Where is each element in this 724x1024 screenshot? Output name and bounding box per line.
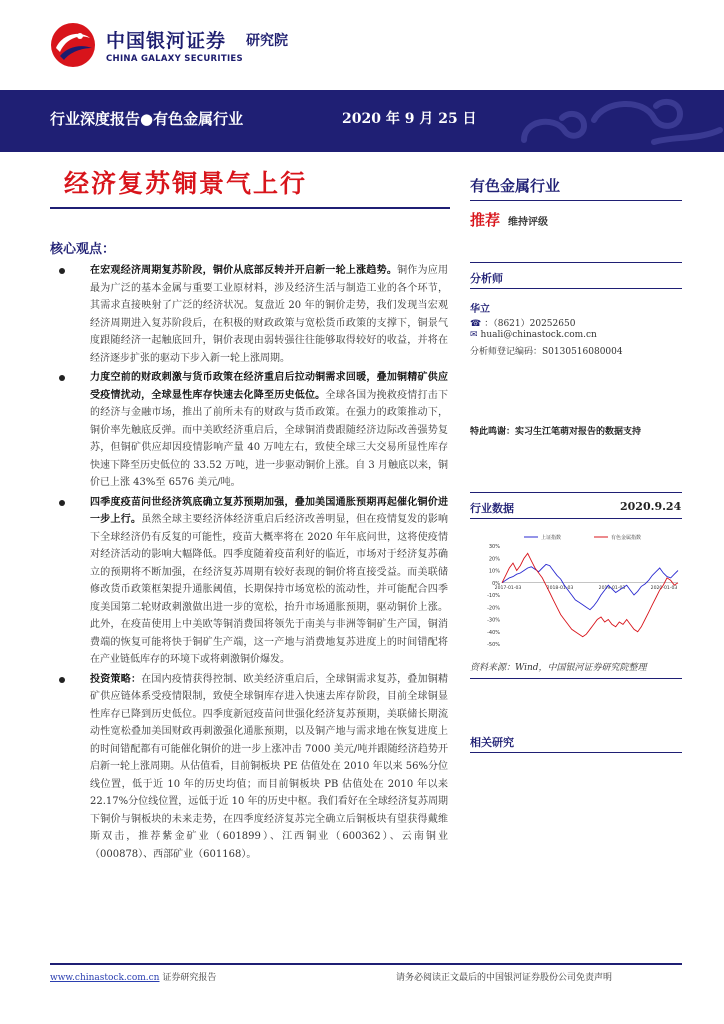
header-banner bbox=[0, 90, 724, 152]
sector-name: 有色金属行业 bbox=[470, 177, 561, 195]
market-divider bbox=[470, 518, 682, 519]
footer-label: 证券研究报告 bbox=[159, 973, 217, 983]
title-divider bbox=[50, 207, 450, 209]
footer-left bbox=[50, 970, 216, 983]
list-item bbox=[50, 494, 448, 669]
x-tick-label: 2020-01-03 bbox=[650, 585, 678, 591]
analyst-phone bbox=[470, 316, 575, 329]
analyst-name: 华立 bbox=[470, 304, 490, 315]
report-type: 行业深度报告●有色金属行业 bbox=[50, 110, 244, 128]
y-tick-label: -50% bbox=[487, 642, 500, 648]
bullet-icon bbox=[59, 375, 65, 381]
y-tick-label: 10% bbox=[488, 568, 500, 575]
legend-label: 上证指数 bbox=[541, 535, 562, 541]
bullet-body: 虽然全球主要经济体经济重启后经济改善明显，但在疫情复发的影响下全球经济仍有反复的可能性，疫苗大概率将在 2020 年年底问世，这将使疫情对经济活动的影响大幅降低。四季度随着疫苗利好的临近，市场对于经济复苏确立的预期将不断加强，在经济复苏周期有较好表现的铜价将直接受益。而美联储修改货币政策框架提升通胀阈值，长期保持市场宽松的流动性，并可能配合四季度美国第二轮财政刺激做出进一步的宽松，抬升市场通胀预期，驱动铜价上涨。此外，在疫苗使用上中美欧等铜消费国将领先于南美与非洲等铜矿生产国，铜消费端的恢复可能将快于铜矿生产端，这一产地与消费地复苏进度上的时间错配将在产业链低库存的环境下或将刺激铜价爆发。 bbox=[90, 514, 449, 665]
x-tick-label: 2019-01-03 bbox=[598, 585, 626, 591]
bullet-body: 铜作为应用最为广泛的基本金属与重要工业原材料，涉及经济生活与制造工业的各个环节，其需求直接映射了广泛的经济状况。复盘近 20 年的铜价走势，我们发现当宏观经济周期进入复苏阶段后，在积极的财政政策与宽松货币政策的支撑下，铜景气度跟随经济一起触底回升，铜价表现由弱转强往往能够取得较好的收益，并将在经济逐步扩张的驱动下步入新一轮上涨周期。 bbox=[90, 265, 449, 364]
rating: 推荐 bbox=[470, 211, 501, 229]
acknowledgement: 特此鸣谢：实习生江笔萌对报告的数据支持 bbox=[470, 427, 642, 437]
analyst-email[interactable] bbox=[470, 330, 597, 340]
rating-note: 维持评级 bbox=[508, 217, 548, 228]
company-logo bbox=[50, 22, 310, 72]
galaxy-logo-icon bbox=[50, 22, 96, 68]
x-tick-label: 2018-01-03 bbox=[546, 585, 574, 591]
bullet-heading: 投资策略： bbox=[90, 673, 142, 685]
report-title: 经济复苏铜景气上行 bbox=[64, 169, 308, 198]
chart-source: 资料来源：Wind，中国银河证券研究院整理 bbox=[470, 663, 647, 673]
logo-company-en: CHINA GALAXY SECURITIES bbox=[106, 54, 243, 64]
phone-icon: ☎ bbox=[470, 319, 482, 329]
y-tick-label: 20% bbox=[488, 556, 500, 563]
index-comparison-chart bbox=[478, 532, 682, 652]
y-tick-label: -20% bbox=[487, 605, 500, 612]
phone-text: ：（8621）20252650 bbox=[484, 319, 576, 329]
bullet-body: 在国内疫情获得控制、欧美经济重启后，全球铜需求复苏，叠加铜精矿供应链体系受疫情限制，致使全球铜库存进入快速去库存阶段，目前全球铜显性库存已降到历史低位。四季度新冠疫苗问世强化经济复苏预期，美联储长期流动性宽松叠加美国财政再刺激强化通胀预期，以及铜产地与需求地在恢复进度上的时间错配都有可能催化铜价的进一步上涨冲击 7000 美元/吨并跟随经济趋势开启新一轮上涨周期。从估值看，目前铜板块 PE 估值处在 2010 年以来 56%分位线位置，低于近 10 年的历史均值；而目前铜板块 PB 估值处在 2010 年以来 22.17%分位线位置，远低于近 10 年的历史中枢。我们看好在全球经济复苏周期下铜价与铜板块的未来走势，在四季度经济复苏完全确立后铜板块有望获得戴维斯双击，推荐紫金矿业（601899）、江西铜业（600362）、云南铜业（000878）、西部矿业（601168）。 bbox=[90, 673, 449, 860]
bullet-heading: 四季度疫苗问世经济筑底确立复苏预期加强，叠加美国通胀预期再起催化铜价进一步上行。 bbox=[90, 496, 448, 525]
logo-department: 研究院 bbox=[246, 33, 288, 49]
market-data-heading: 行业数据 bbox=[470, 502, 514, 515]
cloud-pattern-icon bbox=[484, 90, 724, 152]
source-divider bbox=[470, 678, 682, 679]
bullet-body: 全球各国为挽救疫情打击下的经济与金融市场，推出了前所未有的财政与货币政策。在强力的政策推动下，铜价率先触底反弹。而中美欧经济重启后，全球铜消费跟随经济边际改善强势复苏，但铜矿供应却因疫情影响产量 40 万吨左右，致使全球三大交易所显性库存快速下降至历史低位的 33.52 万吨，进一步驱动铜价上涨。自 3 月触底以来，铜价已上涨 43%至 6576 美元/吨。 bbox=[90, 389, 449, 488]
bullet-icon bbox=[59, 500, 65, 506]
analyst-top-divider bbox=[470, 262, 682, 263]
website-link[interactable]: www.chinastock.com.cn bbox=[50, 973, 160, 983]
market-data-date: 2020.9.24 bbox=[620, 500, 682, 513]
related-research-heading: 相关研究 bbox=[470, 736, 514, 749]
list-item bbox=[50, 262, 448, 367]
core-points-heading: 核心观点： bbox=[50, 242, 116, 257]
y-tick-label: 0% bbox=[492, 580, 500, 587]
list-item bbox=[50, 369, 448, 492]
analyst-registration: 分析师登记编码：S0130516080004 bbox=[470, 347, 623, 357]
bullet-heading: 力度空前的财政刺激与货币政策在经济重启后拉动铜需求回暖，叠加铜精矿供应受疫情扰动，全球显性库存快速去化降至历史低位。 bbox=[90, 372, 448, 401]
mail-icon: ✉ bbox=[470, 330, 478, 340]
footer-divider bbox=[50, 963, 682, 965]
series-line bbox=[502, 553, 678, 636]
bullet-heading: 在宏观经济周期复苏阶段，铜价从底部反转并开启新一轮上涨趋势。 bbox=[90, 265, 398, 276]
analyst-divider bbox=[470, 288, 682, 289]
list-item bbox=[50, 671, 448, 864]
legend-label: 有色金属指数 bbox=[611, 535, 642, 541]
report-date: 2020 年 9 月 25 日 bbox=[342, 111, 477, 127]
related-divider bbox=[470, 752, 682, 753]
disclaimer: 请务必阅读正文最后的中国银河证券股份公司免责声明 bbox=[396, 973, 613, 983]
analyst-heading: 分析师 bbox=[470, 272, 503, 285]
x-tick-label: 2017-01-03 bbox=[494, 585, 522, 591]
market-top-divider bbox=[470, 492, 682, 493]
y-tick-label: -40% bbox=[487, 629, 500, 636]
bullet-icon bbox=[59, 677, 65, 683]
core-points-list bbox=[50, 262, 448, 865]
y-tick-label: 30% bbox=[488, 544, 500, 550]
logo-company-cn: 中国银河证券 bbox=[106, 30, 227, 52]
email-text[interactable]: huali@chinastock.com.cn bbox=[480, 330, 597, 340]
sector-divider bbox=[470, 200, 682, 201]
y-tick-label: -30% bbox=[487, 617, 500, 624]
bullet-icon bbox=[59, 268, 65, 274]
y-tick-label: -10% bbox=[487, 593, 500, 599]
